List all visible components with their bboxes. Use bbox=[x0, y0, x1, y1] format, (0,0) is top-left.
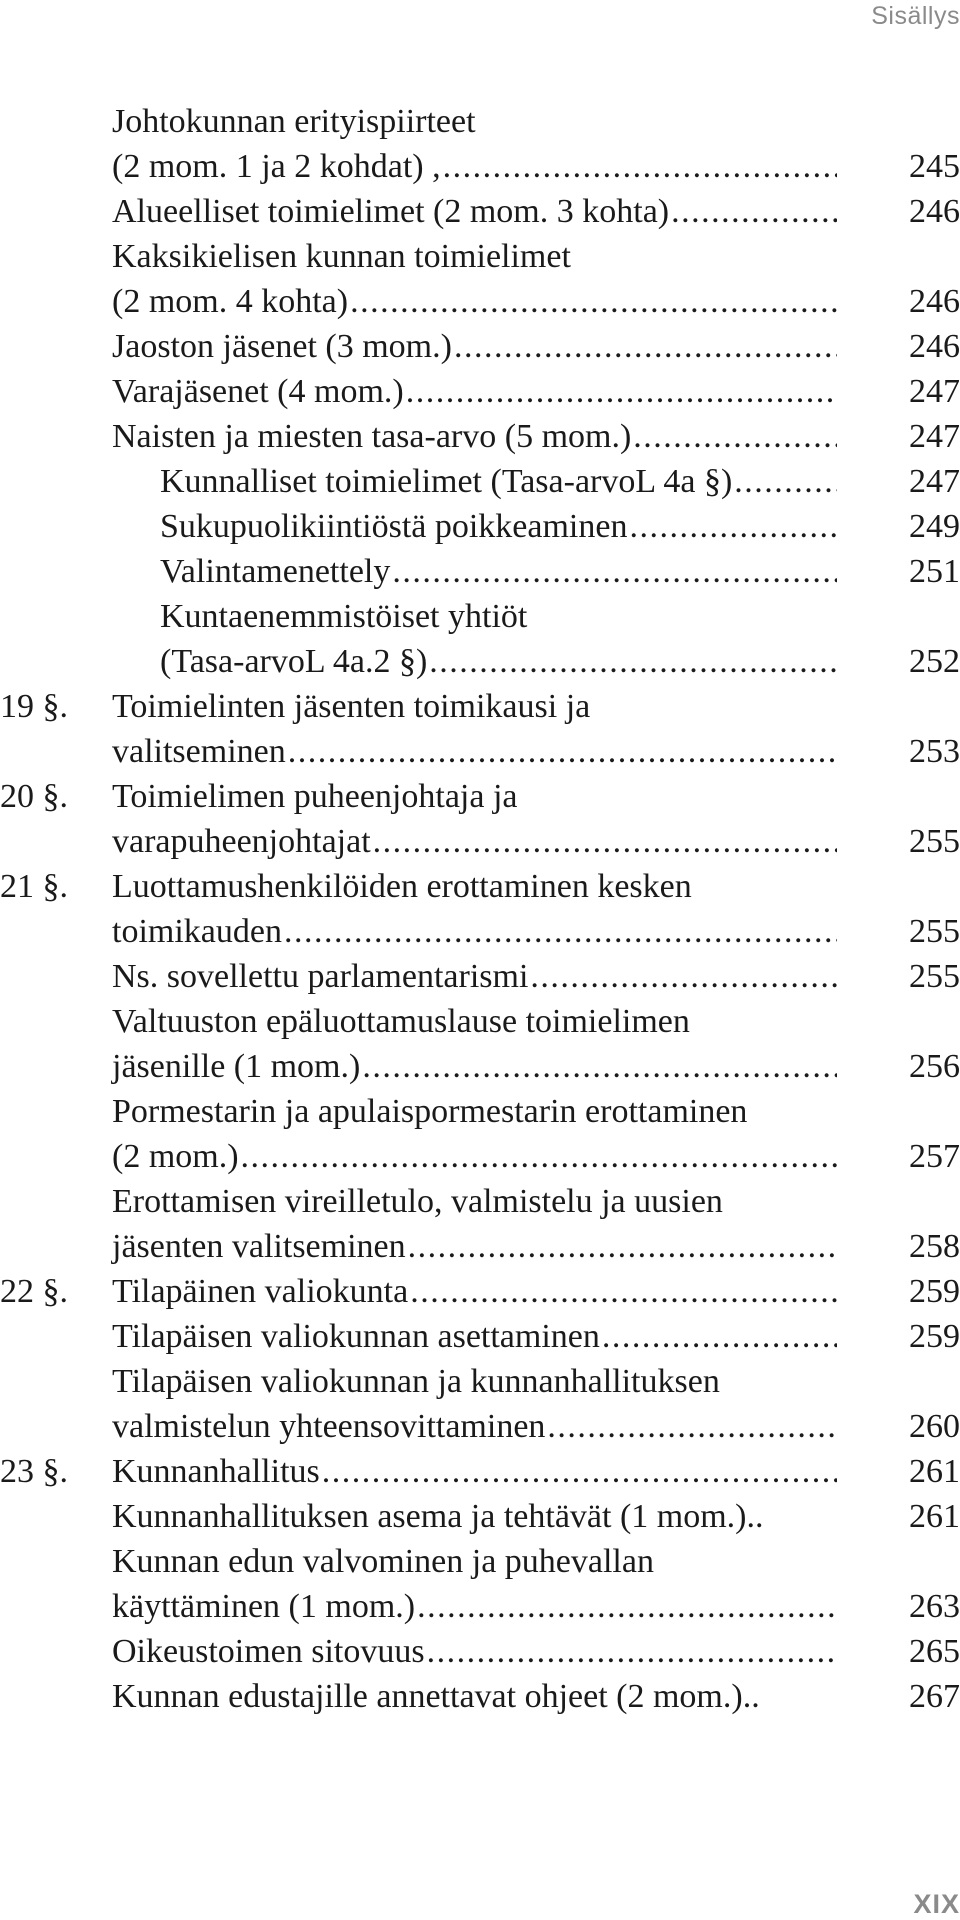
dot-leader bbox=[282, 909, 837, 954]
toc-entry-text bbox=[112, 999, 837, 1089]
dot-leader bbox=[627, 504, 837, 549]
toc-entry-text bbox=[160, 594, 837, 684]
toc-entry-title-line: Kaksikielisen kunnan toimielimet bbox=[112, 238, 571, 275]
toc-entry[interactable] bbox=[0, 1089, 960, 1179]
toc-entry[interactable] bbox=[0, 1269, 960, 1314]
toc-entry-text bbox=[112, 414, 837, 459]
page-ref: 251 bbox=[909, 553, 960, 590]
page-ref: 255 bbox=[909, 823, 960, 860]
page-ref: 252 bbox=[909, 643, 960, 680]
toc-entry-title: Varajäsenet (4 mom.) bbox=[112, 373, 404, 410]
page-ref: 265 bbox=[909, 1633, 960, 1670]
page-ref: 258 bbox=[909, 1228, 960, 1265]
page-ref: 246 bbox=[909, 193, 960, 230]
page-ref: 261 bbox=[909, 1453, 960, 1490]
page-ref: 256 bbox=[909, 1048, 960, 1085]
toc-entry[interactable] bbox=[0, 1179, 960, 1269]
section-number: 22 §. bbox=[0, 1273, 68, 1310]
toc-entry-text bbox=[112, 324, 837, 369]
toc-entry-title: Alueelliset toimielimet (2 mom. 3 kohta) bbox=[112, 193, 670, 230]
toc-entry-title-line: Toimielimen puheenjohtaja ja bbox=[112, 778, 518, 815]
toc-entry-text bbox=[112, 1359, 837, 1449]
toc-entry-title: Kunnanhallitus bbox=[112, 1453, 320, 1490]
page-ref: 263 bbox=[909, 1588, 960, 1625]
dot-leader bbox=[425, 1629, 837, 1674]
page-ref: 267 bbox=[909, 1678, 960, 1715]
toc-entry-title-line: Erottamisen vireilletulo, valmistelu ja uusien bbox=[112, 1183, 723, 1220]
toc-entry[interactable] bbox=[0, 414, 960, 459]
dot-leader bbox=[452, 324, 837, 369]
toc-entry[interactable] bbox=[0, 549, 960, 594]
dot-leader bbox=[732, 459, 837, 504]
page-ref: 247 bbox=[909, 418, 960, 455]
toc-entry-title: Kunnanhallituksen asema ja tehtävät (1 mom.).. bbox=[112, 1498, 764, 1535]
dot-leader bbox=[406, 1224, 837, 1269]
toc-entry[interactable] bbox=[0, 369, 960, 414]
dot-leader bbox=[286, 729, 837, 774]
section-number: 20 §. bbox=[0, 778, 68, 815]
toc-entry-title: Kunnalliset toimielimet (Tasa-arvoL 4a §) bbox=[160, 463, 733, 500]
page-ref: 253 bbox=[909, 733, 960, 770]
page-ref: 255 bbox=[909, 958, 960, 995]
page-ref: 246 bbox=[909, 328, 960, 365]
toc-entry-title-line: Valtuuston epäluottamuslause toimielimen bbox=[112, 1003, 690, 1040]
toc-entry-text bbox=[112, 684, 837, 774]
page-ref: 255 bbox=[909, 913, 960, 950]
toc-entry-text bbox=[112, 1269, 837, 1314]
toc-entry[interactable] bbox=[0, 954, 960, 999]
toc-entry[interactable] bbox=[0, 1449, 960, 1494]
toc-entry[interactable] bbox=[0, 1314, 960, 1359]
toc-entry[interactable] bbox=[0, 999, 960, 1089]
toc-entry-text bbox=[112, 1539, 837, 1629]
toc-entry-text bbox=[160, 549, 837, 594]
dot-leader bbox=[320, 1449, 837, 1494]
toc-entry-title-line: Kuntaenemmistöiset yhtiöt bbox=[160, 598, 528, 635]
toc-entry[interactable] bbox=[0, 459, 960, 504]
dot-leader bbox=[427, 639, 837, 684]
toc-entry[interactable] bbox=[0, 864, 960, 954]
toc-entry-text bbox=[112, 774, 837, 864]
toc-entry-title: (2 mom.) bbox=[112, 1138, 239, 1175]
page-ref: 249 bbox=[909, 508, 960, 545]
toc-entry-title: jäsenten valitseminen bbox=[112, 1228, 406, 1265]
dot-leader bbox=[600, 1314, 837, 1359]
page-ref: 246 bbox=[909, 283, 960, 320]
toc-entry-title-line: Kunnan edun valvominen ja puhevallan bbox=[112, 1543, 654, 1580]
dot-leader bbox=[528, 954, 837, 999]
toc-entry-title: valitseminen bbox=[112, 733, 286, 770]
toc-entry[interactable] bbox=[0, 324, 960, 369]
section-number: 19 §. bbox=[0, 688, 68, 725]
toc-entry-title: toimikauden bbox=[112, 913, 282, 950]
page-ref: 247 bbox=[909, 373, 960, 410]
dot-leader bbox=[669, 189, 837, 234]
toc-entry-title: varapuheenjohtajat bbox=[112, 823, 371, 860]
toc-entry-title: (2 mom. 1 ja 2 kohdat) , bbox=[112, 148, 441, 185]
dot-leader bbox=[631, 414, 837, 459]
toc-entry-title: Tilapäisen valiokunnan asettaminen bbox=[112, 1318, 600, 1355]
toc-entry-text bbox=[112, 1089, 837, 1179]
toc-entry-title-line: Luottamushenkilöiden erottaminen kesken bbox=[112, 868, 692, 905]
toc-entry-title: käyttäminen (1 mom.) bbox=[112, 1588, 416, 1625]
dot-leader bbox=[441, 144, 837, 189]
dot-leader bbox=[415, 1584, 837, 1629]
toc-entry-title: jäsenille (1 mom.) bbox=[112, 1048, 361, 1085]
toc-entry-title-line: Johtokunnan erityispiirteet bbox=[112, 103, 476, 140]
toc-entry-text bbox=[112, 99, 837, 189]
toc-entry-title: (2 mom. 4 kohta) bbox=[112, 283, 349, 320]
dot-leader bbox=[360, 1044, 837, 1089]
toc-entry-text bbox=[160, 459, 837, 504]
toc-entry-text bbox=[112, 1494, 837, 1539]
dot-leader bbox=[404, 369, 837, 414]
toc-entry[interactable] bbox=[0, 1494, 960, 1539]
toc-entry-title: Oikeustoimen sitovuus bbox=[112, 1633, 425, 1670]
toc-entry-title: Kunnan edustajille annettavat ohjeet (2 mom.).. bbox=[112, 1678, 760, 1715]
toc-entry-text bbox=[112, 1629, 837, 1674]
page-ref: 260 bbox=[909, 1408, 960, 1445]
toc-entry[interactable] bbox=[0, 684, 960, 774]
page-ref: 259 bbox=[909, 1273, 960, 1310]
toc-entry[interactable] bbox=[0, 189, 960, 234]
toc-entry[interactable] bbox=[0, 594, 960, 684]
toc-entry-text bbox=[112, 1674, 837, 1719]
toc-entry[interactable] bbox=[0, 1539, 960, 1629]
toc-entry-title: valmistelun yhteensovittaminen bbox=[112, 1408, 546, 1445]
page-ref: 247 bbox=[909, 463, 960, 500]
toc-entry-text bbox=[112, 1179, 837, 1269]
toc-entry-text bbox=[112, 234, 837, 324]
dot-leader bbox=[390, 549, 837, 594]
toc-entry-title: (Tasa-arvoL 4a.2 §) bbox=[160, 643, 428, 680]
dot-leader bbox=[371, 819, 837, 864]
dot-leader bbox=[348, 279, 837, 324]
toc-entry-text bbox=[112, 369, 837, 414]
toc-entry-title: Naisten ja miesten tasa-arvo (5 mom.) bbox=[112, 418, 632, 455]
toc-entry-title: Tilapäinen valiokunta bbox=[112, 1273, 409, 1310]
running-header: Sisällys bbox=[871, 2, 960, 30]
toc-entry-title: Valintamenettely bbox=[160, 553, 391, 590]
dot-leader bbox=[239, 1134, 837, 1179]
section-number: 21 §. bbox=[0, 868, 68, 905]
dot-leader bbox=[545, 1404, 837, 1449]
toc-entry-title: Ns. sovellettu parlamentarismi bbox=[112, 958, 529, 995]
page-number: XIX bbox=[913, 1889, 960, 1919]
page-ref: 259 bbox=[909, 1318, 960, 1355]
toc-entry-text bbox=[112, 864, 837, 954]
section-number: 23 §. bbox=[0, 1453, 68, 1490]
toc-entry[interactable] bbox=[0, 1629, 960, 1674]
toc-entry[interactable] bbox=[0, 99, 960, 189]
toc-entry-title-line: Pormestarin ja apulaispormestarin erottaminen bbox=[112, 1093, 748, 1130]
toc-entry[interactable] bbox=[0, 504, 960, 549]
toc-entry[interactable] bbox=[0, 774, 960, 864]
toc-entry-title-line: Tilapäisen valiokunnan ja kunnanhallituksen bbox=[112, 1363, 720, 1400]
toc-entry-title: Jaoston jäsenet (3 mom.) bbox=[112, 328, 452, 365]
toc-entry-text bbox=[112, 1449, 837, 1494]
toc-entry-text bbox=[160, 504, 837, 549]
toc-entry[interactable] bbox=[0, 1674, 960, 1719]
toc-entry-text bbox=[112, 1314, 837, 1359]
toc-entry-title-line: Toimielinten jäsenten toimikausi ja bbox=[112, 688, 591, 725]
table-of-contents bbox=[0, 99, 960, 1719]
page-ref: 245 bbox=[909, 148, 960, 185]
page-ref: 257 bbox=[909, 1138, 960, 1175]
toc-entry[interactable] bbox=[0, 234, 960, 324]
toc-entry[interactable] bbox=[0, 1359, 960, 1449]
toc-entry-text bbox=[112, 954, 837, 999]
toc-entry-text bbox=[112, 189, 837, 234]
dot-leader bbox=[408, 1269, 837, 1314]
page-ref: 261 bbox=[909, 1498, 960, 1535]
toc-entry-title: Sukupuolikiintiöstä poikkeaminen bbox=[160, 508, 628, 545]
